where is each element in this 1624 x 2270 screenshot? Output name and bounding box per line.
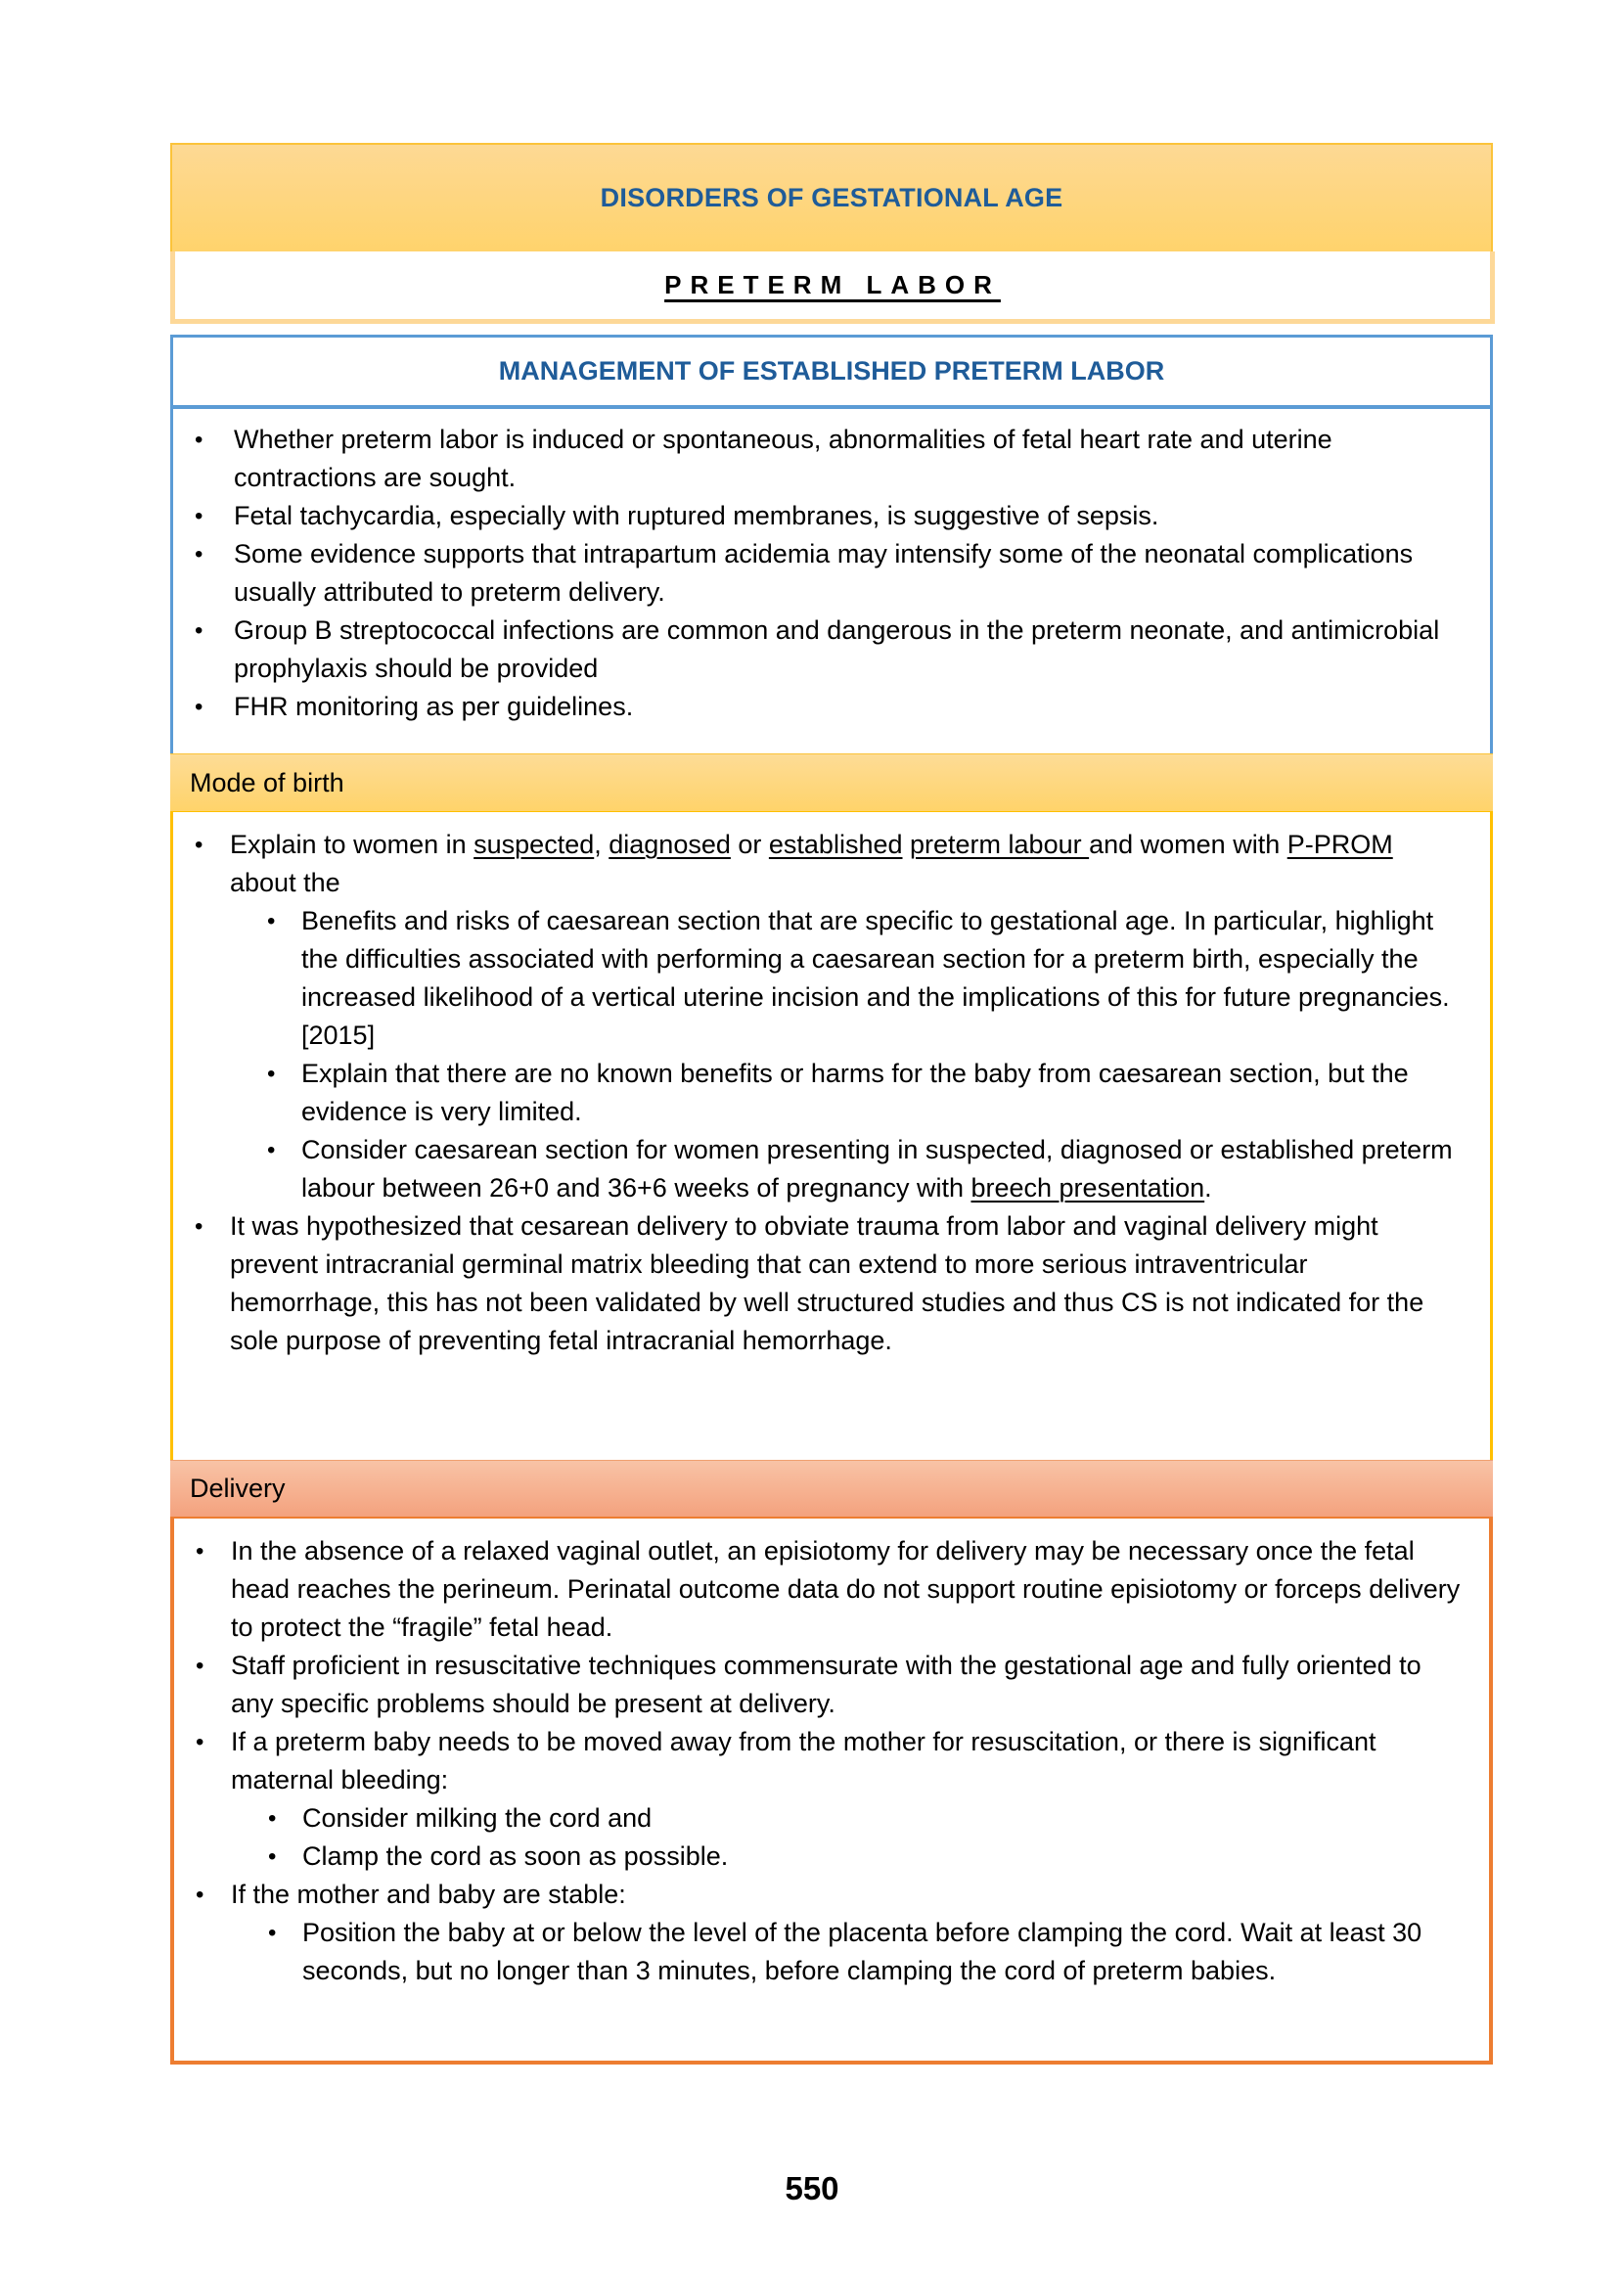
mode-of-birth-list bbox=[173, 826, 1490, 1360]
link-suspected[interactable]: suspected bbox=[474, 830, 595, 859]
list-item: • Fetal tachycardia, especially with ruptured membranes, is suggestive of sepsis. bbox=[173, 497, 1490, 535]
delivery-list bbox=[174, 1532, 1489, 1990]
bullet-icon: • bbox=[196, 1729, 204, 1755]
delivery-body bbox=[170, 1519, 1493, 2065]
list-item: • Some evidence supports that intrapartum acidemia may intensify some of the neonatal complications usually attributed to preterm delivery. bbox=[173, 535, 1490, 612]
link-breech-presentation[interactable]: breech presentation bbox=[970, 1173, 1205, 1203]
bullet-icon: • bbox=[268, 1843, 277, 1870]
topic-title: PRETERM LABOR bbox=[664, 270, 1001, 299]
list-item: • Consider milking the cord and bbox=[174, 1799, 1489, 1838]
bullet-icon: • bbox=[195, 427, 203, 453]
link-preterm-labour[interactable]: preterm labour bbox=[910, 830, 1090, 859]
bullet-icon: • bbox=[267, 1137, 276, 1163]
topic-title-box bbox=[170, 251, 1495, 324]
bullet-icon: • bbox=[195, 1213, 203, 1240]
management-body bbox=[170, 409, 1493, 757]
page-number: 550 bbox=[785, 2170, 839, 2206]
management-list bbox=[173, 421, 1490, 726]
management-header bbox=[170, 335, 1493, 411]
list-item: • Consider caesarean section for women presenting in suspected, diagnosed or established preterm labour between 26+0 and 36+6 weeks of pregnancy with breech presentation. bbox=[173, 1131, 1490, 1207]
list-item: • In the absence of a relaxed vaginal outlet, an episiotomy for delivery may be necessary once the fetal head reaches the perineum. Perinatal outcome data do not support routine episiotomy or forceps delivery to protect the “fragile” fetal head. bbox=[174, 1532, 1489, 1647]
mode-of-birth-body bbox=[170, 812, 1493, 1461]
list-item: • Clamp the cord as soon as possible. bbox=[174, 1838, 1489, 1876]
delivery-header bbox=[170, 1460, 1493, 1521]
list-item: • FHR monitoring as per guidelines. bbox=[173, 688, 1490, 726]
bullet-icon: • bbox=[267, 1061, 276, 1087]
list-item: • Benefits and risks of caesarean section that are specific to gestational age. In particular, highlight the difficulties associated with performing a caesarean section for a preterm birth, especially the increased likelihood of a vertical uterine incision and the implications of this for future pregnancies. [2015] bbox=[173, 902, 1490, 1055]
bullet-icon: • bbox=[196, 1538, 204, 1565]
chapter-banner bbox=[170, 143, 1493, 253]
list-item: • If a preterm baby needs to be moved away from the mother for resuscitation, or there is significant maternal bleeding: bbox=[174, 1723, 1489, 1799]
list-item: • Whether preterm labor is induced or spontaneous, abnormalities of fetal heart rate and uterine contractions are sought. bbox=[173, 421, 1490, 497]
bullet-icon: • bbox=[195, 832, 203, 858]
link-diagnosed[interactable]: diagnosed bbox=[609, 830, 731, 859]
list-item: • Explain that there are no known benefits or harms for the baby from caesarean section, but the evidence is very limited. bbox=[173, 1055, 1490, 1131]
mode-of-birth-header bbox=[170, 753, 1493, 814]
bullet-icon: • bbox=[196, 1653, 204, 1679]
bullet-icon: • bbox=[195, 617, 203, 644]
list-item: • Position the baby at or below the level of the placenta before clamping the cord. Wait at least 30 seconds, but no longer than 3 minutes, before clamping the cord of preterm babies. bbox=[174, 1914, 1489, 1990]
list-item: • It was hypothesized that cesarean delivery to obviate trauma from labor and vaginal delivery might prevent intracranial germinal matrix bleeding that can extend to more serious intraventricular hemorrhage, this has not been validated by well structured studies and thus CS is not indicated for the sole purpose of preventing fetal intracranial hemorrhage. bbox=[173, 1207, 1490, 1360]
mode-of-birth-title: Mode of birth bbox=[190, 767, 344, 797]
chapter-title: DISORDERS OF GESTATIONAL AGE bbox=[600, 183, 1063, 212]
bullet-icon: • bbox=[195, 694, 203, 720]
management-title: MANAGEMENT OF ESTABLISHED PRETERM LABOR bbox=[498, 356, 1165, 386]
link-established[interactable]: established bbox=[768, 830, 903, 859]
bullet-icon: • bbox=[195, 503, 203, 529]
list-item: • If the mother and baby are stable: bbox=[174, 1876, 1489, 1914]
bullet-icon: • bbox=[267, 908, 276, 934]
bullet-icon: • bbox=[268, 1805, 277, 1832]
link-p-prom[interactable]: P-PROM bbox=[1286, 830, 1393, 859]
bullet-icon: • bbox=[195, 541, 203, 568]
bullet-icon: • bbox=[196, 1882, 204, 1908]
bullet-icon: • bbox=[268, 1920, 277, 1946]
list-item: • Group B streptococcal infections are common and dangerous in the preterm neonate, and antimicrobial prophylaxis should be provided bbox=[173, 612, 1490, 688]
delivery-title: Delivery bbox=[190, 1474, 286, 1503]
list-item: • Staff proficient in resuscitative techniques commensurate with the gestational age and fully oriented to any specific problems should be present at delivery. bbox=[174, 1647, 1489, 1723]
list-item: • Explain to women in suspected, diagnosed or established preterm labour and women with P-PROM about the bbox=[173, 826, 1490, 902]
